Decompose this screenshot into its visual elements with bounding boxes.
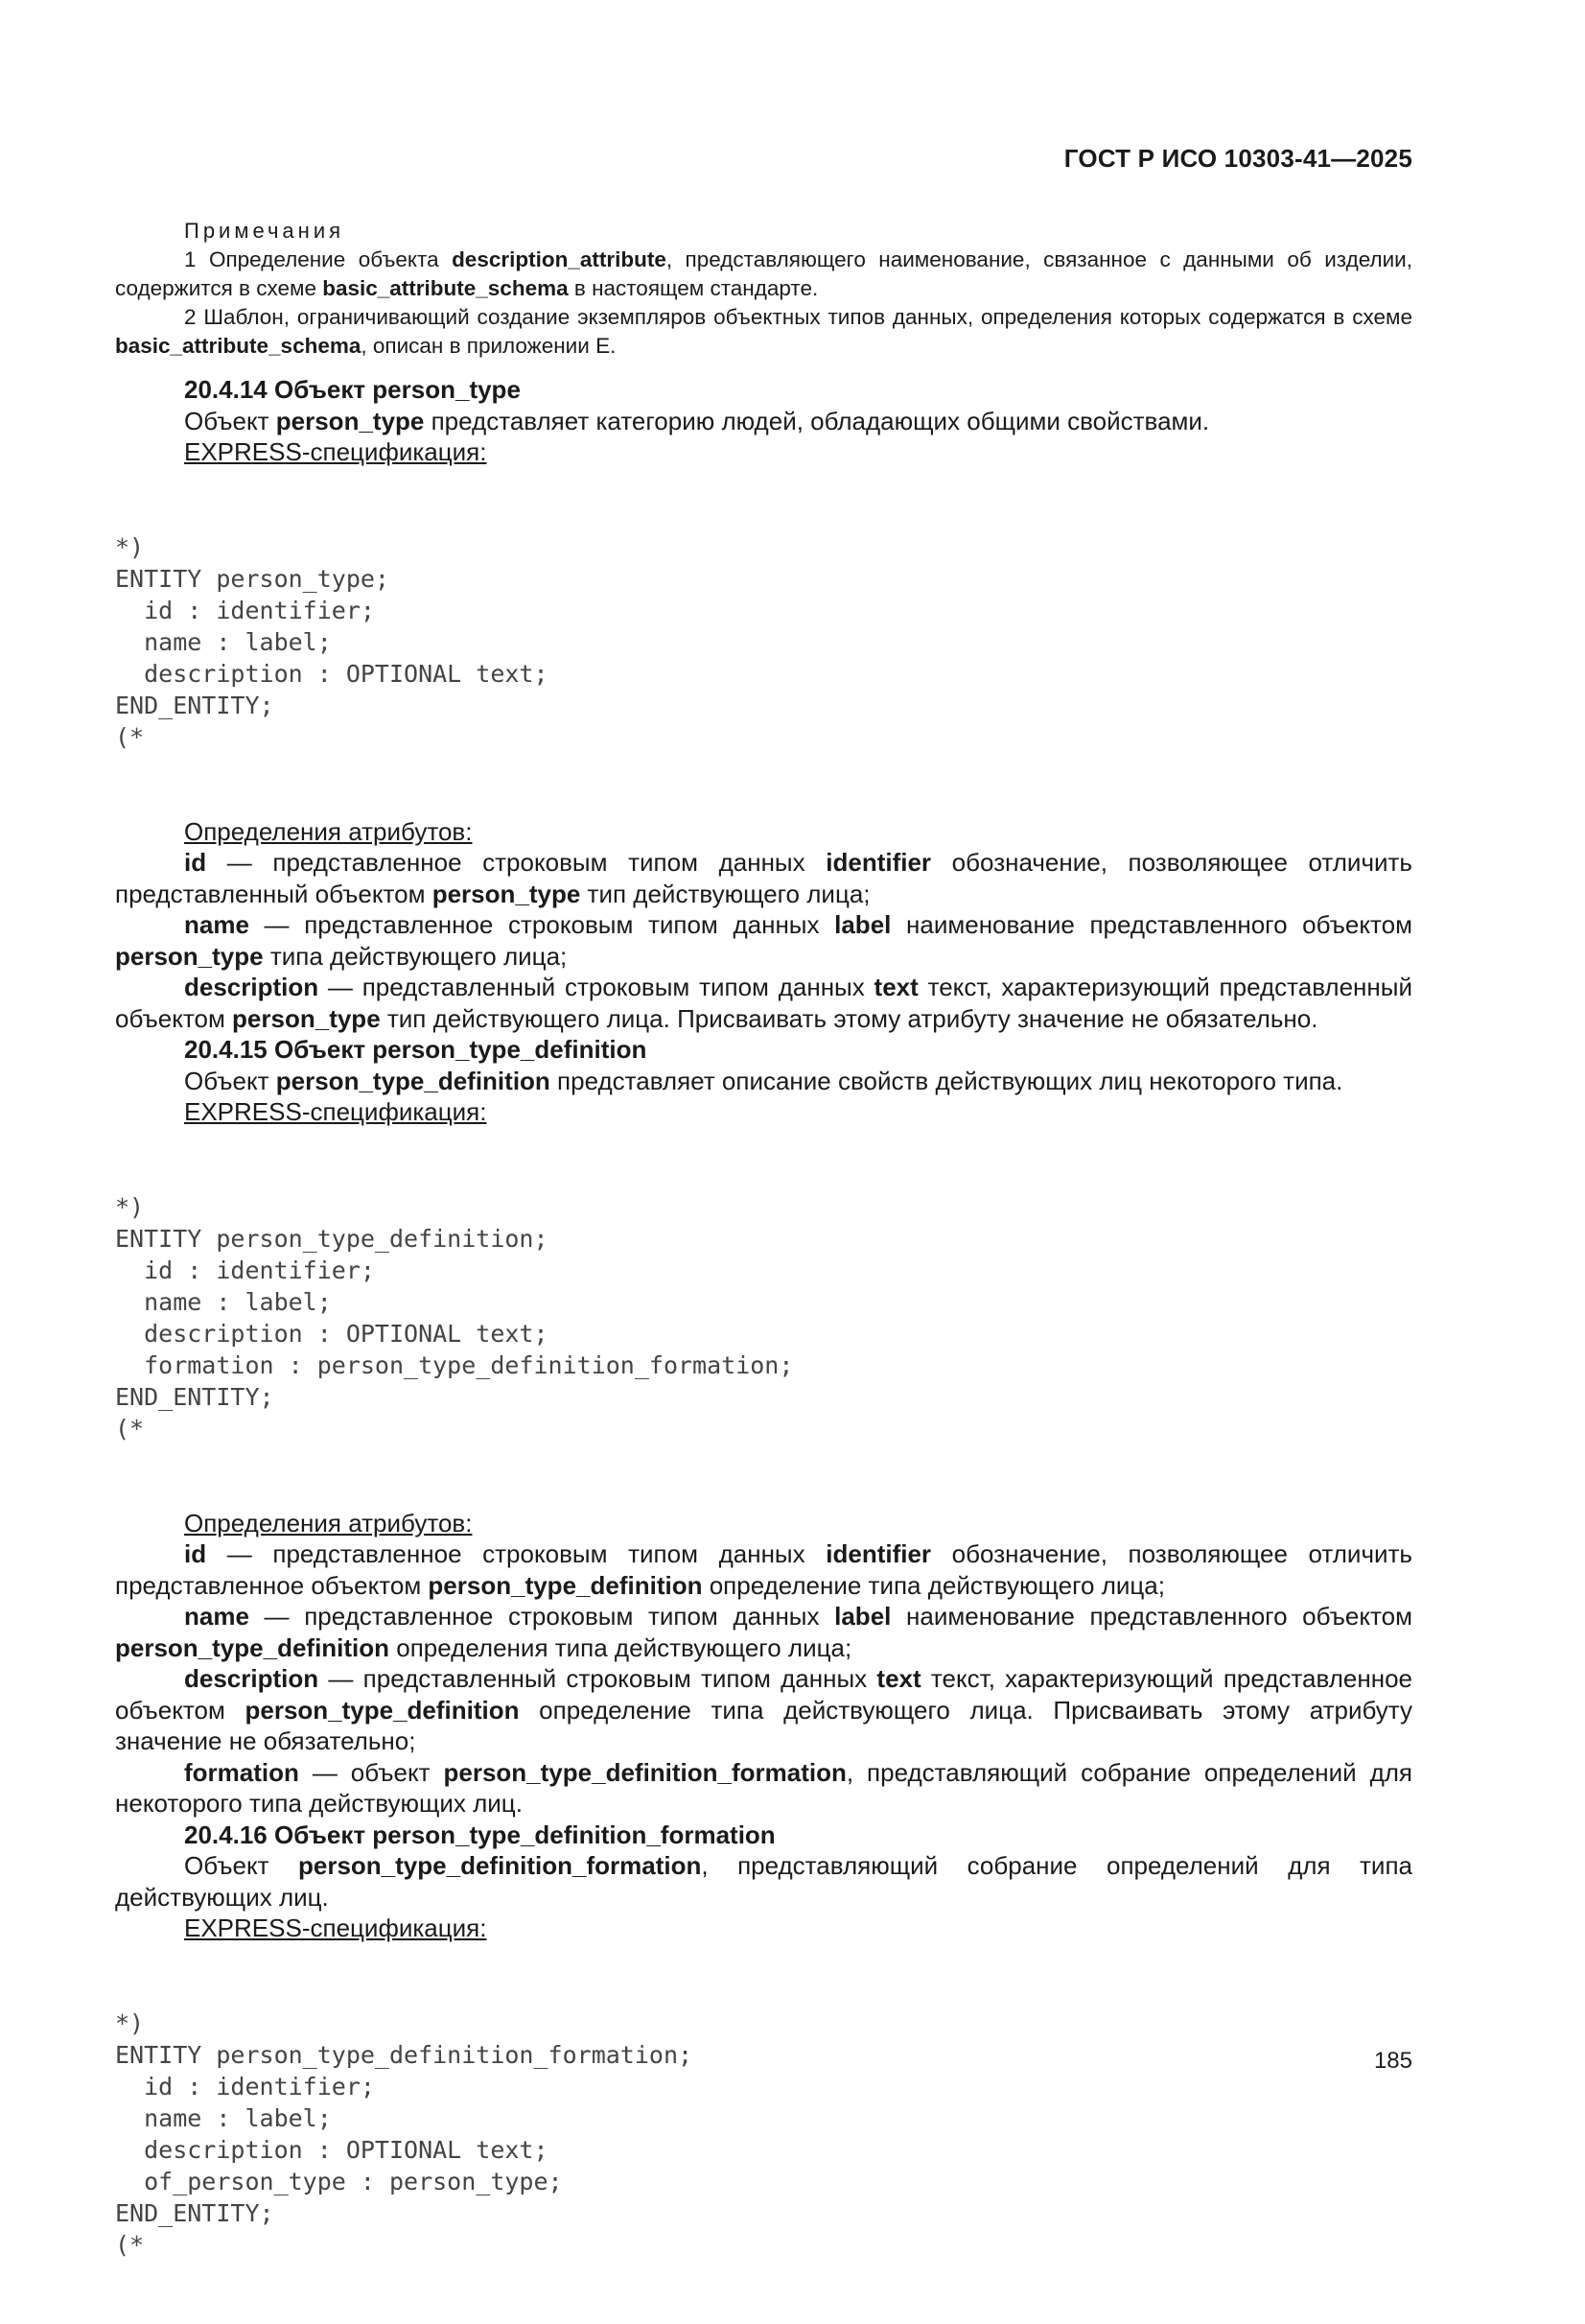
code-line: *) <box>115 1192 145 1221</box>
section-heading-20-4-14: 20.4.14 Объект person_type <box>184 375 521 404</box>
code-line: *) <box>115 532 145 561</box>
code-line: description : OPTIONAL text; <box>115 1319 548 1348</box>
section-15-intro: Объект person_type_definition представляет описание свойств действующих лиц некоторого типа. <box>184 1066 1343 1095</box>
section-14-attr-label: Определения атрибутов: <box>184 816 473 846</box>
code-line: description : OPTIONAL text; <box>115 2135 548 2164</box>
code-line: *) <box>115 2008 145 2037</box>
note-1: 1 Определение объекта description_attribute, представляющего наименование, связанное с данными об изделии, содержится в схеме basic_attribute_schema в настоящем стандарте. <box>115 247 1412 300</box>
section-14-attr-description: description — представленный строковым типом данных text текст, характеризующий представленный объектом person_type тип действующего лица. Присваивать этому атрибуту значение не обязательно. <box>115 973 1412 1033</box>
section-16-express-label: EXPRESS-спецификация: <box>184 1913 487 1942</box>
section-15-attr-label: Определения атрибутов: <box>184 1508 473 1538</box>
section-15-express-code <box>115 1128 1412 1508</box>
code-line: ENTITY person_type; <box>115 564 389 593</box>
section-14-express-label: EXPRESS-спецификация: <box>184 437 487 466</box>
code-line: ENTITY person_type_definition_formation; <box>115 2040 693 2069</box>
section-15-attr-formation: formation — объект person_type_definition_formation, представляющий собрание определений для некоторого типа действующих лиц. <box>115 1757 1412 1818</box>
notes-block <box>115 217 1412 361</box>
section-15-attr-name: name — представленное строковым типом данных label наименование представленного объектом person_type_definition определения типа действующего лица; <box>115 1602 1412 1662</box>
page-number: 185 <box>1373 2048 1412 2074</box>
code-line: id : identifier; <box>115 1256 375 1284</box>
section-15-attr-id: id — представленное строковым типом данных identifier обозначение, позволяющее отличить представленное объектом person_type_definition определение типа действующего лица; <box>115 1539 1412 1600</box>
section-14-intro: Объект person_type представляет категорию людей, обладающих общими свойствами. <box>184 406 1210 435</box>
document-body <box>115 217 1412 2324</box>
code-line: ENTITY person_type_definition; <box>115 1224 548 1253</box>
code-line: description : OPTIONAL text; <box>115 659 548 688</box>
code-line: (* <box>115 722 145 751</box>
document-header: ГОСТ Р ИСО 10303-41—2025 <box>1063 144 1412 173</box>
notes-title: Примечания <box>184 219 345 243</box>
note-2: 2 Шаблон, ограничивающий создание экземпляров объектных типов данных, определения которых содержатся в схеме basic_attribute_schema, описан в приложении Е. <box>115 305 1412 358</box>
code-line: END_ENTITY; <box>115 2198 274 2227</box>
code-line: id : identifier; <box>115 2072 375 2101</box>
code-line: of_person_type : person_type; <box>115 2167 563 2195</box>
section-15-attr-description: description — представленный строковым типом данных text текст, характеризующий представленное объектом person_type_definition определение типа действующего лица. Присваивать этому атрибуту значение не обязательно; <box>115 1664 1412 1755</box>
code-line: id : identifier; <box>115 596 375 624</box>
code-line: name : label; <box>115 2103 332 2132</box>
section-16-express-code <box>115 1944 1412 2324</box>
code-line: (* <box>115 2230 145 2259</box>
code-line: (* <box>115 1414 145 1443</box>
section-14-attr-id: id — представленное строковым типом данных identifier обозначение, позволяющее отличить представленный объектом person_type тип действующего лица; <box>115 848 1412 908</box>
code-line: name : label; <box>115 627 332 656</box>
section-14-attr-name: name — представленное строковым типом данных label наименование представленного объектом person_type типа действующего лица; <box>115 910 1412 971</box>
section-15-express-label: EXPRESS-спецификация: <box>184 1097 487 1126</box>
section-16-intro: Объект person_type_definition_formation, представляющий собрание определений для типа действующих лиц. <box>115 1851 1412 1912</box>
code-line: END_ENTITY; <box>115 1382 274 1411</box>
section-heading-20-4-15: 20.4.15 Объект person_type_definition <box>184 1035 647 1064</box>
code-line: name : label; <box>115 1287 332 1316</box>
section-14-express-code <box>115 468 1412 816</box>
code-line: END_ENTITY; <box>115 691 274 719</box>
code-line: formation : person_type_definition_formation; <box>115 1350 794 1379</box>
section-heading-20-4-16: 20.4.16 Объект person_type_definition_formation <box>184 1819 776 1849</box>
